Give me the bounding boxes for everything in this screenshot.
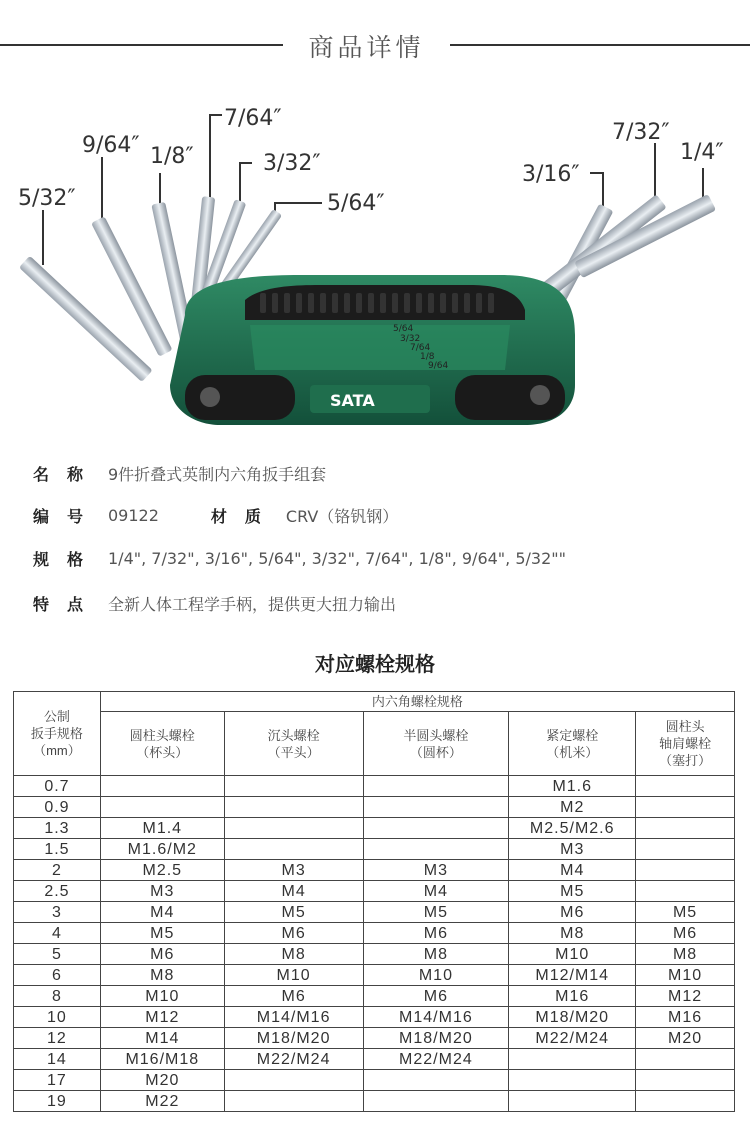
handle-mark-7-64: 7/64 xyxy=(410,343,431,353)
bolt-size-cell xyxy=(363,1070,509,1091)
spec-size-label: 规格 xyxy=(33,549,102,569)
bolt-size-cell: M12 xyxy=(636,986,735,1007)
bolt-size-cell xyxy=(100,797,224,818)
spec-feature-row xyxy=(33,588,733,618)
bolt-size-cell: M3 xyxy=(509,839,636,860)
bolt-size-cell xyxy=(636,860,735,881)
wrench-size-cell: 2.5 xyxy=(14,881,101,902)
wrench-size-cell: 2 xyxy=(14,860,101,881)
table-row xyxy=(14,860,735,881)
bolt-size-cell xyxy=(363,818,509,839)
bolt-size-cell: M12 xyxy=(100,1007,224,1028)
brand-logo: SATA xyxy=(330,391,375,410)
header-button-head-line1: 半圆头螺栓 xyxy=(403,727,469,743)
header-wrench-size-line2: 扳手规格 xyxy=(30,726,83,741)
bolt-size-cell: M6 xyxy=(224,923,363,944)
bolt-size-cell: M8 xyxy=(224,944,363,965)
header-hex-bolt-group: 内六角螺栓规格 xyxy=(100,692,734,712)
table-row xyxy=(14,1049,735,1070)
wrench-size-cell: 17 xyxy=(14,1070,101,1091)
bolt-size-cell xyxy=(363,1091,509,1112)
wrench-size-cell: 1.3 xyxy=(14,818,101,839)
bolt-spec-table xyxy=(13,691,735,1112)
spec-material-value: CRV（铬钒钢） xyxy=(285,506,399,526)
bolt-size-cell: M8 xyxy=(636,944,735,965)
bolt-size-cell xyxy=(636,818,735,839)
header-socket-head xyxy=(100,712,224,776)
section-title: 商品详情 xyxy=(308,33,425,62)
bolt-size-cell: M8 xyxy=(363,944,509,965)
spec-feature-label: 特点 xyxy=(33,594,102,614)
bolt-size-cell: M8 xyxy=(509,923,636,944)
wrench-size-cell: 1.5 xyxy=(14,839,101,860)
spec-size-value: 1/4", 7/32", 3/16", 5/64", 3/32", 7/64", 1/8", 9/64", 5/32"" xyxy=(108,548,566,568)
product-photo xyxy=(0,95,750,440)
wrench-size-cell: 4 xyxy=(14,923,101,944)
wrench-size-cell: 0.7 xyxy=(14,776,101,797)
header-countersunk-line2: （平头） xyxy=(267,744,320,760)
table-row xyxy=(14,839,735,860)
bolt-size-cell: M22/M24 xyxy=(509,1028,636,1049)
bolt-size-cell xyxy=(100,776,224,797)
table-row xyxy=(14,797,735,818)
bolt-size-cell: M5 xyxy=(100,923,224,944)
bolt-size-cell xyxy=(509,1091,636,1112)
size-label-7-64: 7/64″ xyxy=(224,106,282,131)
bolt-size-cell: M22/M24 xyxy=(224,1049,363,1070)
table-row xyxy=(14,776,735,797)
bolt-size-cell: M4 xyxy=(100,902,224,923)
handle-mark-3-32: 3/32 xyxy=(400,334,421,344)
bolt-size-cell: M1.4 xyxy=(100,818,224,839)
bolt-size-cell: M5 xyxy=(636,902,735,923)
size-label-5-64: 5/64″ xyxy=(327,191,385,216)
bolt-size-cell: M6 xyxy=(224,986,363,1007)
wrench-size-cell: 0.9 xyxy=(14,797,101,818)
bolt-size-cell: M2.5/M2.6 xyxy=(509,818,636,839)
bolt-size-cell: M16 xyxy=(636,1007,735,1028)
header-set-screw xyxy=(509,712,636,776)
bolt-size-cell: M20 xyxy=(100,1070,224,1091)
spec-code-row xyxy=(33,500,733,530)
bolt-size-cell: M3 xyxy=(100,881,224,902)
bolt-size-cell xyxy=(363,839,509,860)
wrench-size-cell: 14 xyxy=(14,1049,101,1070)
table-row xyxy=(14,1007,735,1028)
header-shoulder-bolt xyxy=(636,712,735,776)
wrench-size-cell: 6 xyxy=(14,965,101,986)
bolt-size-cell xyxy=(636,1070,735,1091)
header-button-head xyxy=(363,712,509,776)
bolt-size-cell: M22 xyxy=(100,1091,224,1112)
bolt-size-cell: M18/M20 xyxy=(509,1007,636,1028)
wrench-size-cell: 10 xyxy=(14,1007,101,1028)
table-row xyxy=(14,944,735,965)
bolt-size-cell: M6 xyxy=(363,986,509,1007)
header-socket-head-line2: （杯头） xyxy=(136,744,189,760)
size-label-1-4: 1/4″ xyxy=(680,140,724,165)
bolt-size-cell: M10 xyxy=(100,986,224,1007)
bolt-size-cell xyxy=(636,797,735,818)
bolt-size-cell xyxy=(224,1070,363,1091)
bolt-size-cell: M6 xyxy=(636,923,735,944)
header-set-screw-line2: （机米） xyxy=(546,744,599,760)
bolt-size-cell xyxy=(224,797,363,818)
header-set-screw-line1: 紧定螺栓 xyxy=(546,727,599,743)
header-wrench-size-line3: （mm） xyxy=(33,743,81,758)
wrench-size-cell: 19 xyxy=(14,1091,101,1112)
table-row xyxy=(14,1070,735,1091)
bolt-size-cell: M20 xyxy=(636,1028,735,1049)
header-shoulder-bolt-line1: 圆柱头 xyxy=(665,719,705,734)
header-divider-right xyxy=(450,44,750,46)
bolt-size-cell: M2 xyxy=(509,797,636,818)
size-label-9-64: 9/64″ xyxy=(82,133,140,158)
size-label-3-16: 3/16″ xyxy=(522,162,580,187)
bolt-size-cell xyxy=(636,881,735,902)
size-label-5-32: 5/32″ xyxy=(18,186,76,211)
spec-code-value: 09122 xyxy=(108,505,159,525)
bolt-size-cell: M6 xyxy=(509,902,636,923)
spec-name-row xyxy=(33,458,733,488)
header-wrench-size-line1: 公制 xyxy=(43,709,70,724)
spec-name-label: 名称 xyxy=(33,464,102,484)
bolt-size-cell: M5 xyxy=(363,902,509,923)
header-shoulder-bolt-line3: （塞打） xyxy=(659,753,712,768)
table-row xyxy=(14,965,735,986)
bolt-size-cell: M10 xyxy=(509,944,636,965)
bolt-size-cell: M3 xyxy=(363,860,509,881)
header-countersunk-line1: 沉头螺栓 xyxy=(267,727,320,743)
bolt-size-cell: M10 xyxy=(636,965,735,986)
bolt-size-cell: M1.6/M2 xyxy=(100,839,224,860)
table-row xyxy=(14,1091,735,1112)
spec-size-row xyxy=(33,543,733,573)
bolt-size-cell: M16/M18 xyxy=(100,1049,224,1070)
size-label-7-32: 7/32″ xyxy=(612,120,670,145)
bolt-size-cell: M5 xyxy=(509,881,636,902)
bolt-size-cell xyxy=(224,839,363,860)
bolt-size-cell: M8 xyxy=(100,965,224,986)
table-title: 对应螺栓规格 xyxy=(315,652,435,676)
bolt-size-cell: M14/M16 xyxy=(363,1007,509,1028)
hex-key-set-illustration xyxy=(0,95,750,440)
bolt-size-cell: M14/M16 xyxy=(224,1007,363,1028)
wrench-size-cell: 8 xyxy=(14,986,101,1007)
bolt-size-cell xyxy=(636,1049,735,1070)
spec-feature-value: 全新人体工程学手柄，提供更大扭力输出 xyxy=(108,594,397,614)
bolt-size-cell: M16 xyxy=(509,986,636,1007)
header-socket-head-line1: 圆柱头螺栓 xyxy=(129,727,195,743)
bolt-size-cell: M2.5 xyxy=(100,860,224,881)
bolt-size-cell: M1.6 xyxy=(509,776,636,797)
spec-material-label: 材质 xyxy=(210,506,279,526)
bolt-size-cell xyxy=(509,1070,636,1091)
table-row xyxy=(14,818,735,839)
spec-name-value: 9件折叠式英制内六角扳手组套 xyxy=(108,464,327,484)
header-divider-left xyxy=(0,44,283,46)
header-button-head-line2: （圆杯） xyxy=(409,744,462,760)
bolt-size-cell xyxy=(224,818,363,839)
bolt-size-cell: M14 xyxy=(100,1028,224,1049)
header-shoulder-bolt-line2: 轴肩螺栓 xyxy=(659,736,712,751)
table-row xyxy=(14,1028,735,1049)
section-header xyxy=(0,28,750,62)
table-row xyxy=(14,923,735,944)
handle-mark-1-8: 1/8 xyxy=(420,352,435,362)
table-body xyxy=(14,776,735,1112)
bolt-size-cell: M3 xyxy=(224,860,363,881)
bolt-size-cell: M12/M14 xyxy=(509,965,636,986)
bolt-size-cell xyxy=(363,797,509,818)
bolt-size-cell: M10 xyxy=(224,965,363,986)
wrench-size-cell: 3 xyxy=(14,902,101,923)
handle-mark-9-64: 9/64 xyxy=(428,361,449,371)
handle-mark-5-64: 5/64 xyxy=(393,324,414,334)
wrench-size-cell: 5 xyxy=(14,944,101,965)
bolt-size-cell: M18/M20 xyxy=(224,1028,363,1049)
bolt-size-cell xyxy=(636,839,735,860)
table-row xyxy=(14,881,735,902)
bolt-size-cell: M6 xyxy=(100,944,224,965)
size-label-3-32: 3/32″ xyxy=(263,151,321,176)
wrench-size-cell: 12 xyxy=(14,1028,101,1049)
bolt-size-cell: M4 xyxy=(363,881,509,902)
bolt-size-cell xyxy=(224,776,363,797)
bolt-size-cell: M22/M24 xyxy=(363,1049,509,1070)
size-label-1-8: 1/8″ xyxy=(150,144,194,169)
header-wrench-size xyxy=(14,692,101,776)
bolt-size-cell: M4 xyxy=(224,881,363,902)
bolt-size-cell xyxy=(224,1091,363,1112)
table-row xyxy=(14,902,735,923)
header-countersunk xyxy=(224,712,363,776)
spec-code-label: 编号 xyxy=(33,506,102,526)
bolt-size-cell: M10 xyxy=(363,965,509,986)
bolt-spec-table-wrapper xyxy=(13,691,735,1112)
bolt-size-cell xyxy=(636,1091,735,1112)
bolt-size-cell xyxy=(363,776,509,797)
bolt-size-cell: M5 xyxy=(224,902,363,923)
bolt-size-cell xyxy=(509,1049,636,1070)
bolt-size-cell: M4 xyxy=(509,860,636,881)
bolt-size-cell: M6 xyxy=(363,923,509,944)
bolt-size-cell: M18/M20 xyxy=(363,1028,509,1049)
bolt-size-cell xyxy=(636,776,735,797)
table-row xyxy=(14,986,735,1007)
